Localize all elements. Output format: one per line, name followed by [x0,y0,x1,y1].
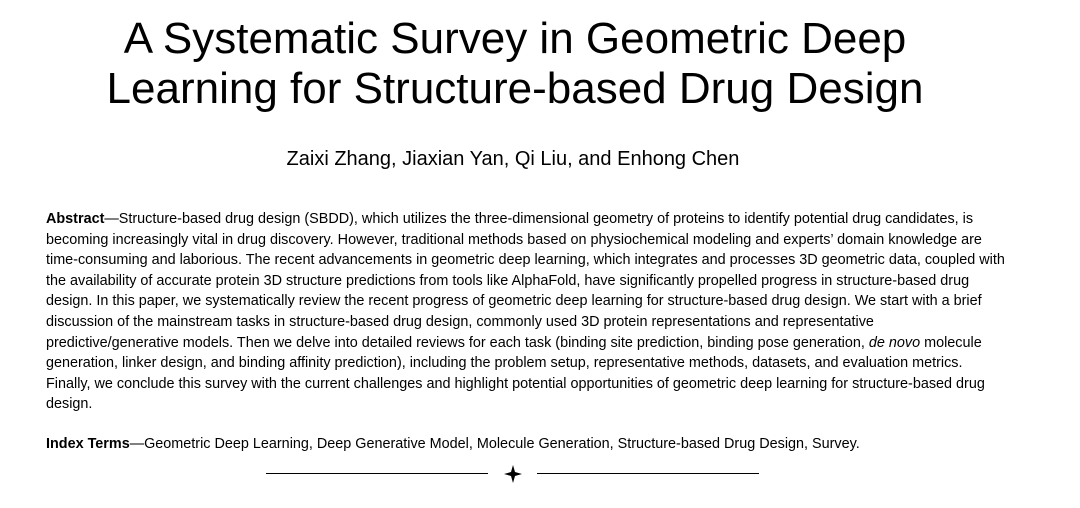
abstract-text-part-1: —Structure-based drug design (SBDD), which utilizes the three-dimensional geometry of proteins to identify potential drug candidates, is becoming increasingly vital in drug discovery. However, traditional methods based on physiochemical modeling and experts’ domain knowledge are time-consuming and laborious. The recent advancements in geometric deep learning, which integrates and processes 3D geometric data, coupled with the availability of accurate protein 3D structure predictions from tools like AlphaFold, have significantly propelled progress in structure-based drug design. In this paper, we systematically review the recent progress of geometric deep learning for structure-based drug design. We start with a brief discussion of the mainstream tasks in structure-based drug design, commonly used 3D protein representations and representative predictive/generative models. Then we delve into detailed reviews for each task (binding site prediction, binding pose generation, [46,211,1005,351]
index-terms-paragraph [46,434,1006,454]
abstract-text-part-2: molecule generation, linker design, and binding affinity prediction), including the problem setup, representative methods, datasets, and evaluation metrics. Finally, we conclude this survey with the current challenges and highlight potential opportunities of geometric deep learning for structure-based drug design. [46,334,985,413]
abstract-italic-term: de novo [868,334,921,351]
index-terms-label: Index Terms [46,436,130,452]
abstract-paragraph [46,209,1006,415]
divider-rule-right [537,473,759,474]
section-divider [0,463,1026,485]
abstract-label: Abstract [46,211,105,227]
four-point-star-icon [502,463,524,485]
paper-title [0,14,1030,114]
index-terms-text: —Geometric Deep Learning, Deep Generative Model, Molecule Generation, Structure-based Drug Design, Survey. [129,436,860,452]
paper-title-line-2: Learning for Structure-based Drug Design [106,64,924,113]
divider-rule-left [266,473,488,474]
author-list: Zaixi Zhang, Jiaxian Yan, Qi Liu, and Enhong Chen [286,148,740,170]
paper-title-line-1: A Systematic Survey in Geometric Deep [123,14,907,63]
